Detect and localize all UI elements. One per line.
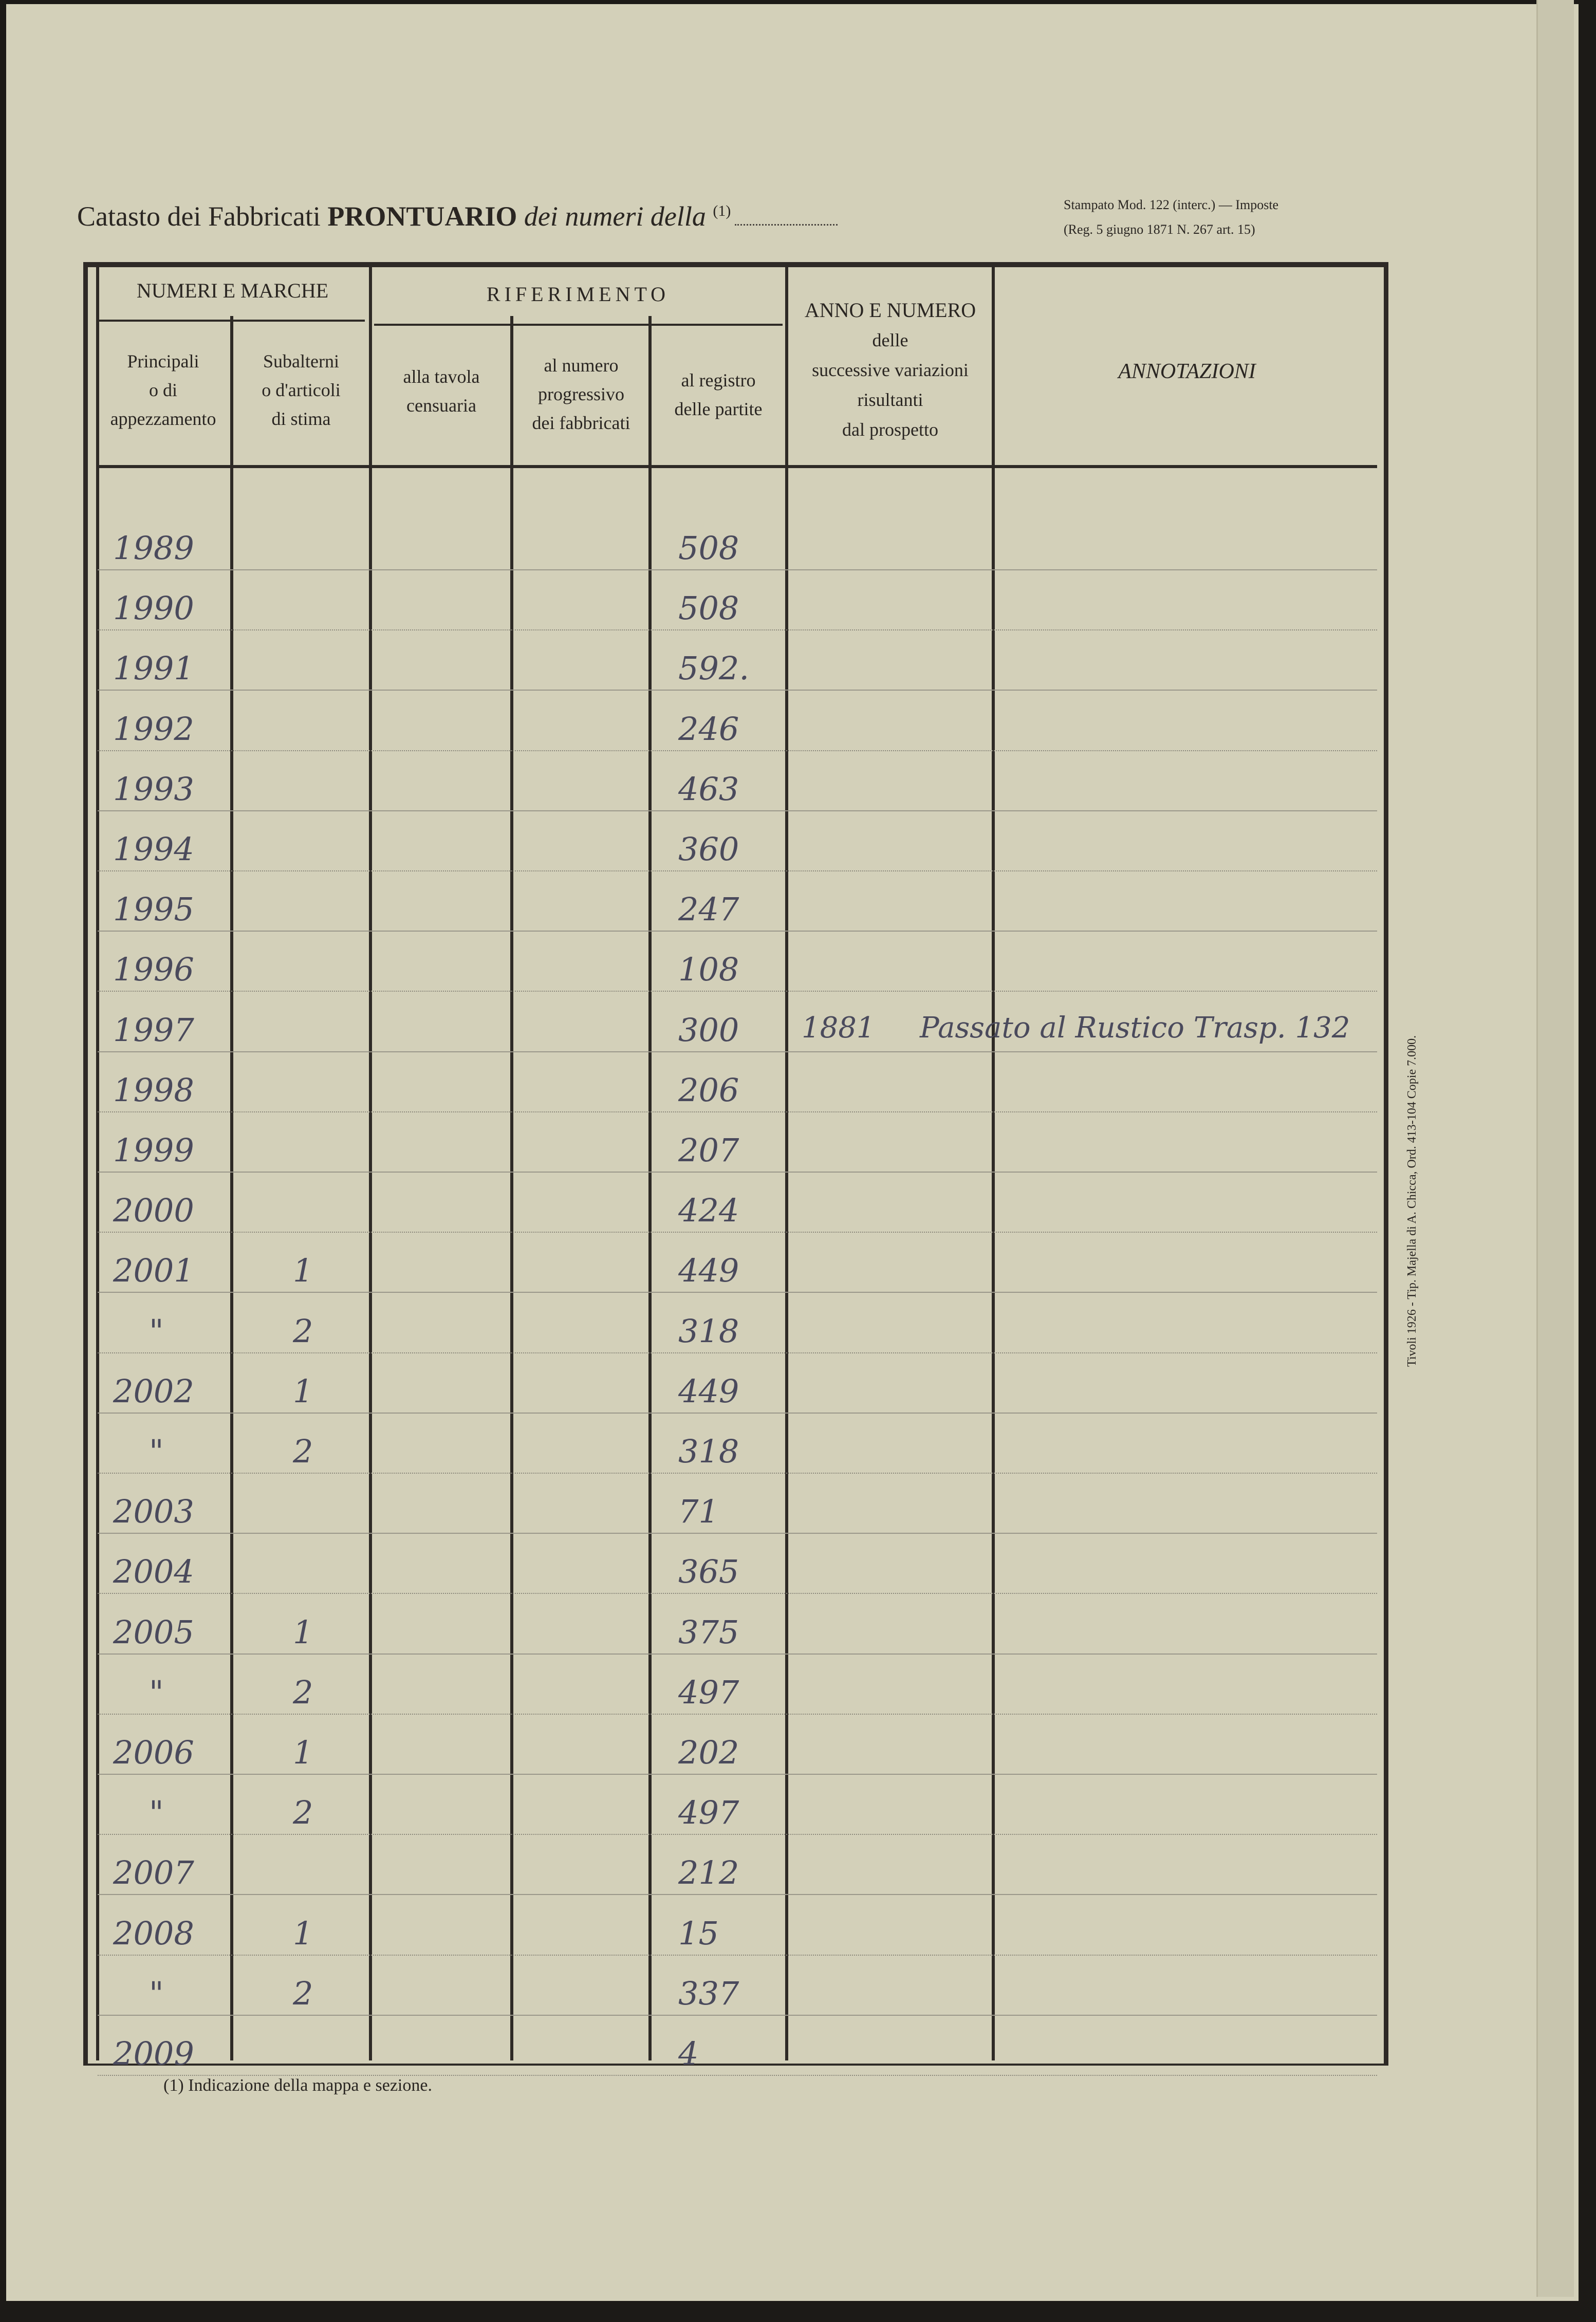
header-annotazioni: ANNOTAZIONI <box>1118 360 1256 383</box>
row-rule <box>98 1894 1377 1895</box>
title-blank-line <box>735 224 838 226</box>
entry-principale: " <box>149 1673 164 1711</box>
entry-principale: 2004 <box>113 1553 194 1591</box>
entry-principale: " <box>149 1433 164 1470</box>
row-rule <box>98 1774 1377 1775</box>
row-rule <box>98 690 1377 691</box>
row-rule <box>98 870 1377 871</box>
entry-principale: 1991 <box>113 649 194 688</box>
col-rule-subalterni <box>369 267 372 2060</box>
entry-registro: 318 <box>678 1312 739 1350</box>
entry-subalterno: 1 <box>293 1613 313 1651</box>
entry-registro: 300 <box>678 1011 739 1049</box>
row-rule <box>98 1292 1377 1293</box>
row-rule <box>98 750 1377 751</box>
entry-registro: 15 <box>678 1914 719 1952</box>
entry-principale: 1997 <box>113 1011 194 1049</box>
entry-registro: 337 <box>678 1974 739 2012</box>
title-prefix: Catasto dei Fabbricati <box>77 201 321 232</box>
entry-subalterno: 1 <box>293 1372 313 1410</box>
entry-principale: 1999 <box>113 1131 194 1169</box>
entry-registro: 375 <box>678 1613 739 1651</box>
header-anno-numero: ANNO E NUMERO delle successive variazioni risultanti dal prospetto <box>804 299 976 440</box>
row-rule <box>98 1172 1377 1173</box>
entry-registro: 360 <box>678 830 739 868</box>
entry-principale: 2001 <box>113 1252 194 1290</box>
row-rule <box>98 1413 1377 1414</box>
entry-principale: 2006 <box>113 1734 194 1771</box>
entry-registro: 449 <box>678 1252 739 1290</box>
entry-principale: " <box>149 1974 164 2012</box>
group-rule-numeri <box>98 320 365 322</box>
entry-principale: 2008 <box>113 1914 194 1952</box>
row-rule <box>98 931 1377 932</box>
row-rule <box>98 1232 1377 1233</box>
group-riferimento: RIFERIMENTO <box>486 283 670 306</box>
entry-registro: 365 <box>678 1553 739 1591</box>
entry-registro: 71 <box>678 1493 719 1531</box>
entry-principale: 1994 <box>113 830 194 868</box>
stamp-line-1: Stampato Mod. 122 (interc.) — Imposte <box>1064 197 1279 212</box>
entry-annotazione: Passato al Rustico Trasp. 132 <box>920 1011 1350 1045</box>
stamp-line-2: (Reg. 5 giugno 1871 N. 267 art. 15) <box>1064 222 1255 237</box>
entry-principale: 2005 <box>113 1613 194 1651</box>
row-rule <box>98 569 1377 570</box>
row-rule <box>98 1714 1377 1715</box>
entry-subalterno: 2 <box>293 1673 313 1711</box>
row-rule <box>98 1051 1377 1052</box>
entry-subalterno: 2 <box>293 1312 313 1350</box>
entry-principale: 2002 <box>113 1372 194 1410</box>
entry-principale: 2007 <box>113 1854 194 1892</box>
header-registro: al registro delle partite <box>674 370 763 419</box>
row-rule <box>98 2015 1377 2016</box>
entry-registro: 206 <box>678 1071 739 1109</box>
entry-subalterno: 1 <box>293 1914 313 1952</box>
col-rule-inner-left <box>96 267 99 2060</box>
entry-registro: 202 <box>678 1734 739 1771</box>
entry-principale: 1990 <box>113 589 194 627</box>
entry-registro: 497 <box>678 1794 739 1832</box>
title-italic: dei numeri della <box>524 201 706 232</box>
entry-anno: 1881 <box>802 1011 875 1045</box>
entry-principale: 1992 <box>113 710 194 748</box>
entry-principale: " <box>149 1312 164 1350</box>
row-rule <box>98 1654 1377 1655</box>
printer-imprint: Tivoli 1926 - Tip. Majella di A. Chicca, Ord. 413-104 Copie 7.000. <box>1405 1035 1419 1367</box>
group-rule-riferimento <box>374 324 783 326</box>
entry-registro: 449 <box>678 1372 739 1410</box>
entry-registro: 508 <box>678 589 739 627</box>
header-principali: Principali o di appezzamento <box>110 351 216 429</box>
entry-registro: 4 <box>678 2035 699 2072</box>
group-numeri-marche: NUMERI E MARCHE <box>136 279 329 302</box>
entry-registro: 463 <box>678 770 739 808</box>
row-rule <box>98 1955 1377 1956</box>
row-rule <box>98 991 1377 992</box>
header-progressivo: al numero progressivo dei fabbricati <box>532 355 630 433</box>
entry-principale: 2000 <box>113 1192 194 1230</box>
row-rule <box>98 1593 1377 1594</box>
row-rule <box>98 810 1377 811</box>
row-rule <box>98 1834 1377 1835</box>
entry-subalterno: 1 <box>293 1734 313 1771</box>
entry-principale: 2009 <box>113 2035 194 2072</box>
page-title <box>77 200 838 232</box>
row-rule <box>98 629 1377 630</box>
entry-registro: 424 <box>678 1192 739 1230</box>
entry-principale: 1998 <box>113 1071 194 1109</box>
entry-principale: " <box>149 1794 164 1832</box>
entry-principale: 1993 <box>113 770 194 808</box>
entry-subalterno: 2 <box>293 1433 313 1470</box>
footnote: (1) Indicazione della mappa e sezione. <box>163 2076 432 2095</box>
entry-subalterno: 2 <box>293 1794 313 1832</box>
row-rule <box>98 1533 1377 1534</box>
entry-registro: 246 <box>678 710 739 748</box>
header-bottom-rule <box>98 465 1377 468</box>
entry-registro: 508 <box>678 529 739 567</box>
entry-registro: 212 <box>678 1854 739 1892</box>
title-bold: PRONTUARIO <box>327 201 517 232</box>
entry-principale: 1996 <box>113 951 194 989</box>
col-rule-tavola <box>510 316 513 2060</box>
row-rule <box>98 1473 1377 1474</box>
col-rule-progressivo <box>648 316 652 2060</box>
entry-principale: 1995 <box>113 890 194 928</box>
entry-registro: 318 <box>678 1433 739 1470</box>
entry-registro: 247 <box>678 890 739 928</box>
entry-subalterno: 2 <box>293 1974 313 2012</box>
entry-registro: 207 <box>678 1131 739 1169</box>
entry-principale: 2003 <box>113 1493 194 1531</box>
row-rule <box>98 1111 1377 1112</box>
stamp-block <box>1064 193 1278 242</box>
row-rule <box>98 1352 1377 1353</box>
page-fold-edge <box>1536 0 1574 2297</box>
entry-registro: 108 <box>678 951 739 989</box>
header-tavola: alla tavola censuaria <box>403 366 480 416</box>
title-note-mark: (1) <box>713 202 731 219</box>
col-rule-anno <box>992 267 995 2060</box>
entry-registro: 592. <box>678 649 750 688</box>
header-subalterni: Subalterni o d'articoli di stima <box>262 351 341 429</box>
col-rule-principali <box>230 316 233 2060</box>
col-rule-registro <box>785 267 788 2060</box>
entry-registro: 497 <box>678 1673 739 1711</box>
entry-principale: 1989 <box>113 529 194 567</box>
entry-subalterno: 1 <box>293 1252 313 1290</box>
